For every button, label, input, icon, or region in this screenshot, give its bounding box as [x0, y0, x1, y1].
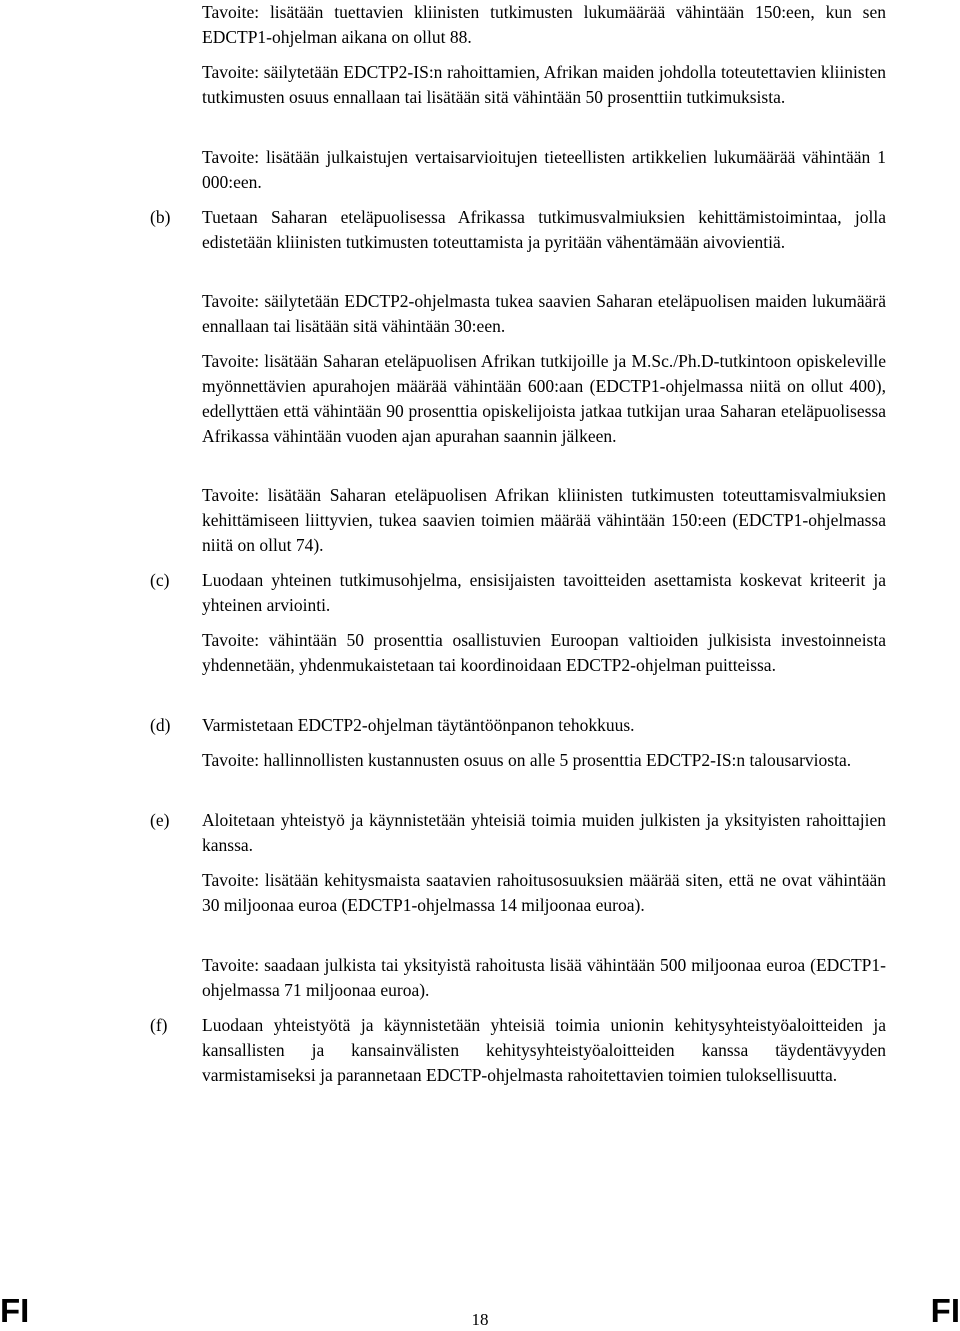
paragraph-14: Tavoite: saadaan julkista tai yksityistä rahoitusta lisää vähintään 500 miljoonaa euroa (EDCTP1-ohjelmassa 71 miljoonaa euroa).: [202, 955, 886, 1000]
footer-language-right: FI: [930, 1292, 960, 1329]
paragraph-11: Tavoite: hallinnollisten kustannusten osuus on alle 5 prosenttia EDCTP2-IS:n talousarviosta.: [202, 750, 852, 770]
paragraph-4: Tuetaan Saharan eteläpuolisessa Afrikassa tutkimusvalmiuksien kehittämistoimintaa, jolla edistetään kliinisten tutkimusten toteuttamista ja pyritään vähentämään aivovientiä.: [202, 207, 886, 252]
paragraph-9: Tavoite: vähintään 50 prosenttia osallistuvien Euroopan valtioiden julkisista investoinneista yhdennetään, yhdenmukaistetaan tai koordinoidaan EDCTP2-ohjelman puitteissa.: [202, 630, 886, 675]
paragraph-5: Tavoite: säilytetään EDCTP2-ohjelmasta tukea saavien Saharan eteläpuolisen maiden lukumäärä ennallaan tai lisätään sitä vähintään 30:een.: [202, 291, 886, 336]
list-label-e: (e): [150, 810, 170, 830]
paragraph-15: Luodaan yhteistyötä ja käynnistetään yhteisiä toimia unionin kehitysyhteistyöaloitteiden ja kansallisten ja kansainvälisten kehitysyhteistyöaloitteiden kanssa täydentävyyden varmistamiseksi ja parannetaan EDCTP-ohjelmasta rahoitettavien toimien tuloksellisuutta.: [202, 1015, 886, 1085]
paragraph-8: Luodaan yhteinen tutkimusohjelma, ensisijaisten tavoitteiden asettamista koskevat kriteerit ja yhteinen arviointi.: [202, 570, 886, 615]
footer-language-left: FI: [0, 1292, 30, 1329]
paragraph-3: Tavoite: lisätään julkaistujen vertaisarvioitujen tieteellisten artikkelien lukumäärää vähintään 1 000:een.: [202, 147, 886, 192]
paragraph-1: Tavoite: lisätään tuettavien kliinisten tutkimusten lukumäärää vähintään 150:een, kun sen EDCTP1-ohjelman aikana on ollut 88.: [202, 2, 886, 47]
page-number: 18: [471, 1310, 489, 1329]
paragraph-10: Varmistetaan EDCTP2-ohjelman täytäntöönpanon tehokkuus.: [202, 715, 635, 735]
paragraph-7: Tavoite: lisätään Saharan eteläpuolisen Afrikan kliinisten tutkimusten toteuttamisvalmiuksien kehittämiseen liittyvien, tukea saavien toimien määrää vähintään 150:een (EDCTP1-ohjelmassa niitä on ollut 74).: [202, 485, 886, 555]
paragraph-6: Tavoite: lisätään Saharan eteläpuolisen Afrikan tutkijoille ja M.Sc./Ph.D-tutkintoon opiskeleville myönnettävien apurahojen määrää vähintään 600:aan (EDCTP1-ohjelmassa niitä on ollut 400), edellyttäen että vähintään 90 prosenttia opiskelijoista jatkaa tutkijan uraa Saharan eteläpuolisessa Afrikassa vähintään vuoden ajan apurahan saannin jälkeen.: [202, 351, 886, 446]
paragraph-12: Aloitetaan yhteistyö ja käynnistetään yhteisiä toimia muiden julkisten ja yksityisten rahoittajien kanssa.: [202, 810, 886, 855]
paragraph-13: Tavoite: lisätään kehitysmaista saatavien rahoitusosuuksien määrää siten, että ne ovat vähintään 30 miljoonaa euroa (EDCTP1-ohjelmassa 14 miljoonaa euroa).: [202, 870, 886, 915]
paragraph-2: Tavoite: säilytetään EDCTP2-IS:n rahoittamien, Afrikan maiden johdolla toteutettavien kliinisten tutkimusten osuus ennallaan tai lisätään sitä vähintään 50 prosenttiin tutkimuksista.: [202, 62, 886, 107]
list-label-c: (c): [150, 570, 170, 590]
list-label-f: (f): [150, 1015, 168, 1035]
list-label-b: (b): [150, 207, 171, 227]
list-label-d: (d): [150, 715, 171, 735]
